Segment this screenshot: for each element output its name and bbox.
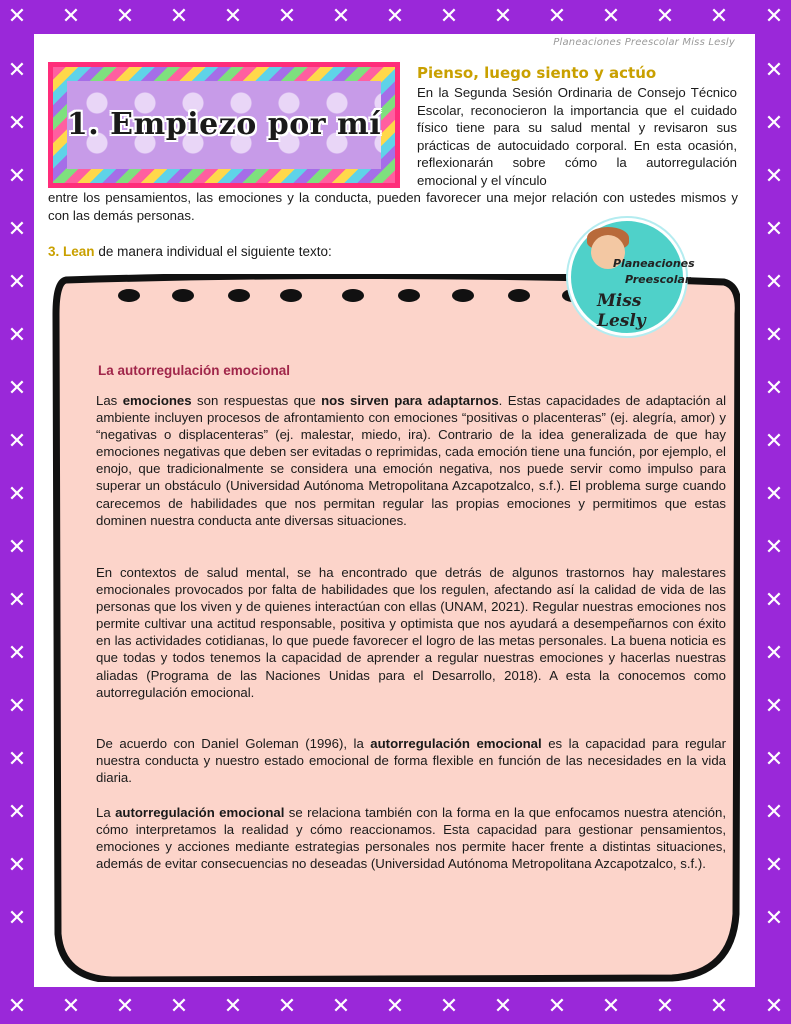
frame-x-icon: ✕ xyxy=(547,4,567,29)
frame-x-icon: ✕ xyxy=(277,4,297,29)
section-banner xyxy=(48,62,400,188)
frame-x-icon: ✕ xyxy=(331,994,351,1019)
frame-x-icon: ✕ xyxy=(169,994,189,1019)
p1-text-c: son respuestas que xyxy=(191,393,322,408)
frame-x-icon: ✕ xyxy=(764,429,784,454)
binder-hole xyxy=(452,289,474,302)
paragraph-3 xyxy=(96,735,726,786)
banner-pattern xyxy=(53,67,395,183)
frame-x-icon: ✕ xyxy=(385,4,405,29)
frame-x-icon: ✕ xyxy=(601,994,621,1019)
binder-hole xyxy=(342,289,364,302)
paragraph-4 xyxy=(96,804,726,872)
binder-hole xyxy=(118,289,140,302)
frame-x-icon: ✕ xyxy=(331,4,351,29)
binder-hole xyxy=(172,289,194,302)
p3-text-a: De acuerdo con Daniel Goleman (1996), la xyxy=(96,736,371,751)
frame-x-icon: ✕ xyxy=(709,4,729,29)
frame-x-icon: ✕ xyxy=(764,4,784,29)
frame-x-icon: ✕ xyxy=(764,994,784,1019)
instruction-verb: Lean xyxy=(63,244,95,259)
frame-x-icon: ✕ xyxy=(115,4,135,29)
frame-x-icon: ✕ xyxy=(7,4,27,29)
frame-x-icon: ✕ xyxy=(764,111,784,136)
binder-hole xyxy=(280,289,302,302)
frame-x-icon: ✕ xyxy=(493,994,513,1019)
binder-hole xyxy=(398,289,420,302)
binder-hole xyxy=(228,289,250,302)
frame-x-icon: ✕ xyxy=(764,588,784,613)
p1-bold-emociones: emociones xyxy=(122,393,192,408)
frame-x-icon: ✕ xyxy=(764,270,784,295)
frame-x-icon: ✕ xyxy=(655,4,675,29)
frame-x-icon: ✕ xyxy=(7,323,27,348)
binder-hole xyxy=(508,289,530,302)
frame-x-icon: ✕ xyxy=(601,4,621,29)
instruction xyxy=(48,244,332,259)
p4-bold: autorregulación emocional xyxy=(115,805,285,820)
p4-text-c: se relaciona también con la forma en la que enfocamos nuestra atención, cómo interpretamos la realidad y cómo reaccionamos. Esta capacidad para gestionar pensamientos, emociones y acciones mediante estrategias personales nos permite hacer frente a distintas situaciones, además de evitar consecuencias no deseadas (Universidad Autónoma Metropolitana Azcapotzalco, s.f.). xyxy=(96,805,726,872)
frame-x-icon: ✕ xyxy=(7,217,27,242)
frame-x-icon: ✕ xyxy=(764,323,784,348)
frame-x-icon: ✕ xyxy=(764,535,784,560)
watermark: Planeaciones Preescolar Miss Lesly xyxy=(553,37,735,48)
instruction-number: 3. xyxy=(48,244,60,259)
frame-x-icon: ✕ xyxy=(223,994,243,1019)
intro-text-continued: entre los pensamientos, las emociones y la conducta, pueden favorecer una mejor relación con ustedes mismos y con las demás personas. xyxy=(48,190,738,223)
p4-text-a: La xyxy=(96,805,116,820)
frame-x-icon: ✕ xyxy=(7,482,27,507)
intro-heading: Pienso, luego siento y actúo xyxy=(417,64,657,82)
frame-x-icon: ✕ xyxy=(7,376,27,401)
intro-text: En la Segunda Sesión Ordinaria de Consejo Técnico Escolar, reconocieron la importancia que el cuidado físico tiene para su salud mental y revisaron sus prácticas de autocuidado corporal. En esta ocasión, reflexionarán sobre cómo la autorregulación emocional y el vínculo xyxy=(417,85,737,188)
p1-text-d: . Estas capacidades de adaptación al ambiente incluyen procesos de afrontamiento con emociones “positivas o placenteras” (ej. alegría, amor) y “negativas o displacenteras” (ej. malestar, miedo, ira). Contrario de la idea generalizada de que hay emociones negativas que deben ser evitadas o reprimidas, cada emoción tiene una función, por ejemplo, el enojo, que tradicionalmente se considera una emoción negativa, nos puede servir como impulso para superar un obstáculo (Universidad Autónoma Metropolitana Azcapotzalco, s.f.). El problema surge cuando carecemos de habilidades que nos permitan regular las propias emociones y permitimos que estas dominen nuestra conducta ante diversas situaciones. xyxy=(96,393,726,528)
frame-x-icon: ✕ xyxy=(764,58,784,83)
frame-x-icon: ✕ xyxy=(764,800,784,825)
frame-x-icon: ✕ xyxy=(61,994,81,1019)
frame-x-icon: ✕ xyxy=(61,4,81,29)
frame-x-icon: ✕ xyxy=(7,588,27,613)
section-title: 1. Empiezo por mí xyxy=(66,107,382,142)
frame-x-icon: ✕ xyxy=(7,535,27,560)
document-page xyxy=(34,34,755,987)
brand-logo xyxy=(568,218,695,336)
p1-text-a: Las xyxy=(96,393,123,408)
frame-x-icon: ✕ xyxy=(7,853,27,878)
frame-x-icon: ✕ xyxy=(7,906,27,931)
p1-bold-adaptarnos: nos sirven para adaptarnos xyxy=(321,393,499,408)
frame-x-icon: ✕ xyxy=(277,994,297,1019)
frame-x-icon: ✕ xyxy=(764,853,784,878)
frame-x-icon: ✕ xyxy=(7,800,27,825)
frame-x-icon: ✕ xyxy=(439,4,459,29)
frame-x-icon: ✕ xyxy=(7,694,27,719)
frame-x-icon: ✕ xyxy=(385,994,405,1019)
frame-x-icon: ✕ xyxy=(764,164,784,189)
logo-line-1: Planeaciones xyxy=(613,257,695,270)
frame-x-icon: ✕ xyxy=(7,111,27,136)
frame-x-icon: ✕ xyxy=(223,4,243,29)
frame-x-icon: ✕ xyxy=(439,994,459,1019)
logo-line-3: Miss Lesly xyxy=(597,291,646,331)
frame-x-icon: ✕ xyxy=(709,994,729,1019)
frame-x-icon: ✕ xyxy=(7,164,27,189)
p3-bold: autorregulación emocional xyxy=(370,736,542,751)
frame-x-icon: ✕ xyxy=(764,906,784,931)
frame-x-icon: ✕ xyxy=(7,994,27,1019)
paragraph-2: En contextos de salud mental, se ha encontrado que detrás de algunos trastornos hay malestares emocionales provocados por falta de habilidades que los regulen, afectando así la calidad de vida de las personas que los viven y de quienes interactúan con ellas (UNAM, 2021). Regular nuestras emociones nos permite cultivar una actitud responsable, positiva y optimista que nos ayudará a desempeñarnos con éxito en las actividades cotidianas, lo que puede favorecer el logro de las metas personales. La buena noticia es que todas y todos tenemos la capacidad de aprender a regular nuestras emociones y hacerlas nuestras aliadas (Programa de las Naciones Unidas para el Desarrollo, 2018). A esta la conocemos como autorregulación emocional. xyxy=(96,565,726,700)
instruction-text: de manera individual el siguiente texto: xyxy=(98,244,332,259)
frame-x-icon: ✕ xyxy=(115,994,135,1019)
paragraph-1 xyxy=(96,392,726,529)
frame-x-icon: ✕ xyxy=(493,4,513,29)
frame-x-icon: ✕ xyxy=(7,270,27,295)
frame-x-icon: ✕ xyxy=(7,429,27,454)
frame-x-icon: ✕ xyxy=(764,694,784,719)
frame-x-icon: ✕ xyxy=(764,482,784,507)
reading-card xyxy=(52,274,740,982)
frame-x-icon: ✕ xyxy=(764,747,784,772)
frame-x-icon: ✕ xyxy=(655,994,675,1019)
frame-x-icon: ✕ xyxy=(547,994,567,1019)
logo-line-2: Preescolar xyxy=(625,273,691,286)
reading-title: La autorregulación emocional xyxy=(98,363,291,378)
frame-x-icon: ✕ xyxy=(7,641,27,666)
frame-x-icon: ✕ xyxy=(7,58,27,83)
frame-x-icon: ✕ xyxy=(169,4,189,29)
p3-text-c: es la capacidad para regular nuestra conducta y nuestro estado emocional de forma flexible en función de las necesidades en la vida diaria. xyxy=(96,736,726,786)
frame-x-icon: ✕ xyxy=(7,747,27,772)
frame-x-icon: ✕ xyxy=(764,641,784,666)
frame-x-icon: ✕ xyxy=(764,376,784,401)
frame-x-icon: ✕ xyxy=(764,217,784,242)
